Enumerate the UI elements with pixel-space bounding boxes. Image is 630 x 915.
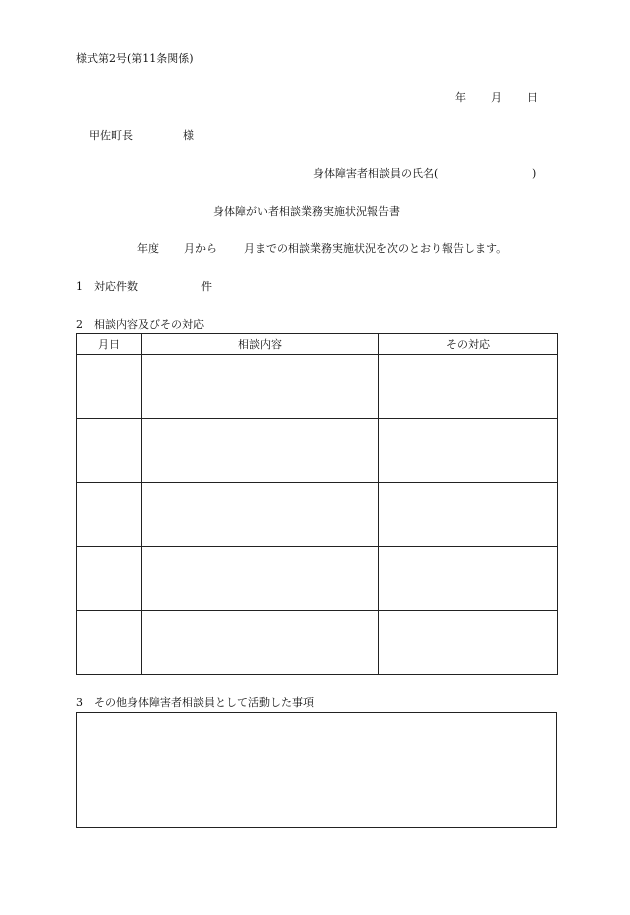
intro-year-label: 年度 xyxy=(137,242,159,255)
addressee-name: 甲佐町長 xyxy=(89,129,133,142)
table-cell-content[interactable] xyxy=(142,611,379,675)
date-year-label: 年 xyxy=(455,91,466,104)
section2-label: 2 相談内容及びその対応 xyxy=(76,318,204,331)
table-cell-date[interactable] xyxy=(77,483,142,547)
date-day-label: 日 xyxy=(527,91,538,104)
table-row xyxy=(77,483,558,547)
table-cell-date[interactable] xyxy=(77,547,142,611)
table-cell-date[interactable] xyxy=(77,419,142,483)
intro-body-text: 月までの相談業務実施状況を次のとおり報告します。 xyxy=(244,242,508,255)
section3-label: 3 その他身体障害者相談員として活動した事項 xyxy=(76,696,314,709)
table-cell-response[interactable] xyxy=(379,547,558,611)
section1-unit: 件 xyxy=(201,280,212,293)
table-cell-content[interactable] xyxy=(142,547,379,611)
table-row xyxy=(77,611,558,675)
table-cell-response[interactable] xyxy=(379,611,558,675)
section1-label: 1 対応件数 xyxy=(76,280,138,293)
counselor-name-close-paren: ) xyxy=(532,167,537,180)
table-cell-content[interactable] xyxy=(142,355,379,419)
intro-from-label: 月から xyxy=(184,242,217,255)
document-title: 身体障がい者相談業務実施状況報告書 xyxy=(213,205,400,218)
table-row xyxy=(77,547,558,611)
column-header-date: 月日 xyxy=(77,334,142,355)
counselor-name-label: 身体障害者相談員の氏名( xyxy=(313,167,439,180)
date-month-label: 月 xyxy=(491,91,502,104)
table-cell-date[interactable] xyxy=(77,611,142,675)
column-header-response: その対応 xyxy=(379,334,558,355)
table-header-row xyxy=(77,334,558,355)
table-row xyxy=(77,419,558,483)
table-row xyxy=(77,355,558,419)
table-cell-response[interactable] xyxy=(379,355,558,419)
table-cell-date[interactable] xyxy=(77,355,142,419)
other-activities-box[interactable] xyxy=(76,712,557,828)
form-number-label: 様式第2号(第11条関係) xyxy=(76,52,194,65)
column-header-content: 相談内容 xyxy=(142,334,379,355)
table-cell-response[interactable] xyxy=(379,483,558,547)
table-cell-content[interactable] xyxy=(142,483,379,547)
consultation-table xyxy=(76,333,558,675)
addressee-honorific: 様 xyxy=(183,129,194,142)
table-cell-response[interactable] xyxy=(379,419,558,483)
table-cell-content[interactable] xyxy=(142,419,379,483)
